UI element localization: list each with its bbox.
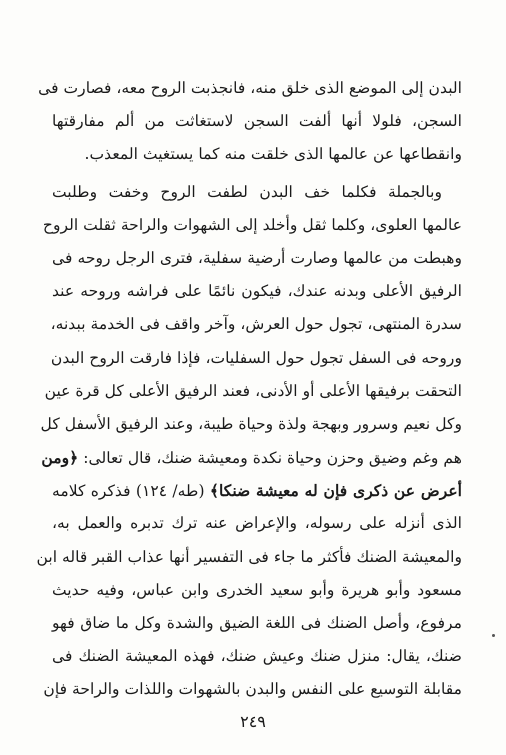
quran-reference: (طه/ ١٢٤) — [135, 482, 205, 501]
text-line: وهبطت من عالمها وصارت أرضية سفلية، فترى الرجل روحه فى — [52, 248, 462, 267]
quran-open: ﴿ومن — [41, 448, 79, 468]
text-line: الرفيق الأعلى وبدنه عندك، فيكون نائمًا على فراشه وروحه عند — [52, 282, 462, 301]
text-line: التحقت برفيقها الأعلى أو الأدنى، فعند الرفيق الأعلى كل قرة عين — [44, 381, 462, 400]
text-line: الذى أنزله على رسوله، والإعراض عنه ترك تدبره والعمل به، — [52, 514, 462, 533]
text-line: وبالجملة فكلما خف البدن لطفت الروح وخفت وطلبت — [52, 182, 442, 201]
text-line: والمعيشة الضنك فأكثر ما جاء فى التفسير أنها عذاب القبر قاله ابن — [36, 547, 462, 566]
ink-speck — [492, 634, 495, 637]
text-line — [52, 474, 462, 507]
text-line: مسعود وأبو هريرة وأبو سعيد الخدرى وابن عباس، وفيه حديث — [52, 580, 462, 599]
text-line: البدن إلى الموضع الذى خلق منه، فانجذبت الروح معه، فصارت فى — [38, 79, 462, 97]
text-segment: فذكره كلامه — [52, 482, 131, 501]
text-line: مقابلة التوسيع على النفس والبدن بالشهوات واللذات والراحة فإن — [43, 680, 462, 699]
text-segment: هم وغم وضيق وحزن وحياة نكدة ومعيشة ضنك، قال تعالى: — [83, 449, 462, 468]
text-line: وانقطاعها عن عالمها الذى خلقت منه كما يستغيث المعذب. — [84, 145, 462, 164]
text-line: مرفوع، وأصل الضنك فى اللغة الضيق والشدة وكل ما ضاق فهو — [52, 614, 462, 632]
page-body — [36, 72, 462, 707]
text-line — [41, 441, 462, 474]
paragraph-2 — [36, 176, 462, 707]
page-number: ٢٤٩ — [240, 712, 266, 731]
text-line: سدرة المنتهى، تجول حول العرش، وآخر واقف فى الخدمة ببدنه، — [50, 315, 462, 334]
text-line: ضنك، يقال: منزل ضنك وعيش ضنك، فهذه المعيشة الضنك فى — [52, 647, 462, 666]
text-line: السجن، فلولا أنها ألفت السجن لاستغاثت من ألم مفارقتها — [52, 112, 462, 131]
paragraph-1 — [38, 72, 462, 172]
text-line: وكل نعيم وسرور وبهجة ولذة وحياة طيبة، وعند الرفيق الأسفل كل — [40, 414, 462, 433]
quran-verse: أعرض عن ذكرى فإن له معيشة ضنكا﴾ — [209, 481, 462, 501]
text-line: وروحه فى السفل تجول حول السفليات، فإذا فارقت الروح البدن — [50, 348, 462, 367]
text-line: عالمها العلوى، وكلما ثقل وأخلد إلى الشهوات والراحة ثقلت الروح — [42, 215, 462, 234]
